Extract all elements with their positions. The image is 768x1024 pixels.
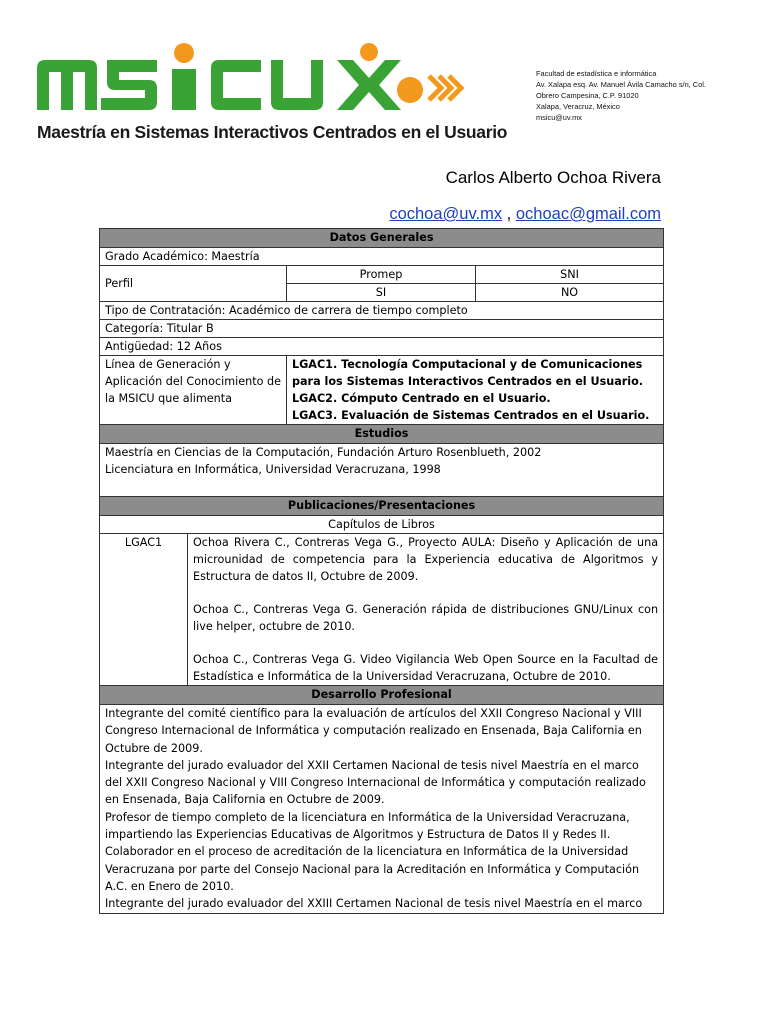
cv-table xyxy=(99,228,664,914)
faculty-address xyxy=(536,68,706,123)
categoria: Categoría: Titular B xyxy=(100,320,664,338)
publicaciones-lgac: LGAC1 xyxy=(100,534,188,686)
grado-academico: Grado Académico: Maestría xyxy=(100,248,664,266)
email-separator: , xyxy=(506,205,512,223)
publicacion-item: Ochoa C., Contreras Vega G. Generación rápida de distribuciones GNU/Linux con live helper, octubre de 2010. xyxy=(193,603,659,633)
antiguedad: Antigüedad: 12 Años xyxy=(100,338,664,356)
publicaciones-list xyxy=(188,534,664,686)
lgac-list xyxy=(287,356,664,425)
desarrollo-item: Integrante del jurado evaluador del XXIII Certamen Nacional de tesis nivel Maestría en el marco xyxy=(105,897,643,911)
publicacion-item: Ochoa C., Contreras Vega G. Video Vigilancia Web Open Source en la Facultad de Estadística e Informática de la Universidad Veracruzana, Octubre de 2010. xyxy=(193,653,659,683)
desarrollo-item: Colaborador en el proceso de acreditación de la licenciatura en Informática de la Universidad Veracruzana por parte del Consejo Nacional para la Acreditación en Informática y Computación A.C. en Enero de 2010. xyxy=(105,845,640,893)
address-line: Xalapa, Veracruz, México xyxy=(536,102,620,111)
email-line xyxy=(389,205,661,224)
lgac-label: Línea de Generación y Aplicación del Conocimiento de la MSICU que alimenta xyxy=(100,356,287,425)
publicacion-item: Ochoa Rivera C., Contreras Vega G., Proyecto AULA: Diseño y Aplicación de una microunidad de competencia para la Experiencia educativa de Algoritmos y Estructura de datos II, Octubre de 2009. xyxy=(193,536,659,583)
sni-value: NO xyxy=(476,284,664,302)
section-header-estudios: Estudios xyxy=(100,425,664,444)
promep-label: Promep xyxy=(287,266,476,284)
estudios-list xyxy=(100,444,664,497)
lgac-item: LGAC2. Cómputo Centrado en el Usuario. xyxy=(292,392,551,405)
lgac-item: LGAC1. Tecnología Computacional y de Comunicaciones para los Sistemas Interactivos Centrados en el Usuario. xyxy=(292,358,644,388)
estudio-item: Licenciatura en Informática, Universidad Veracruzana, 1998 xyxy=(105,463,441,476)
email-link-secondary[interactable]: ochoac@gmail.com xyxy=(515,205,661,223)
address-line: msicu@uv.mx xyxy=(536,113,582,122)
person-name: Carlos Alberto Ochoa Rivera xyxy=(445,168,661,187)
desarrollo-item: Profesor de tiempo completo de la licenciatura en Informática de la Universidad Veracruzana, impartiendo las Experiencias Educativas de Algoritmos y Estructura de Datos II y Redes II. xyxy=(105,810,630,842)
desarrollo-item: Integrante del comité científico para la evaluación de artículos del XXII Congreso Nacional y VIII Congreso Internacional de Informática y computación realizado en Ensenada, Baja California en Octubre de 2009. xyxy=(105,707,642,755)
publicaciones-subtitle: Capítulos de Libros xyxy=(100,516,664,534)
estudio-item: Maestría en Ciencias de la Computación, Fundación Arturo Rosenblueth, 2002 xyxy=(105,446,542,459)
desarrollo-item: Integrante del jurado evaluador del XXII Certamen Nacional de tesis nivel Maestría en el marco del XXII Congreso Nacional y VIII Congreso Internacional de Informática y computación realizado en Ensenada, Baja California en Octubre de 2009. xyxy=(105,758,646,807)
tipo-contratacion: Tipo de Contratación: Académico de carrera de tiempo completo xyxy=(100,302,664,320)
desarrollo-list xyxy=(100,705,664,914)
lgac-item: LGAC3. Evaluación de Sistemas Centrados en el Usuario. xyxy=(292,409,650,422)
address-line: Av. Xalapa esq. Av. Manuel Ávila Camacho s/n, Col. xyxy=(536,80,706,89)
email-link-primary[interactable]: cochoa@uv.mx xyxy=(389,205,503,223)
sni-label: SNI xyxy=(476,266,664,284)
address-line: Obrero Campesina, C.P. 91020 xyxy=(536,91,639,100)
address-line: Facultad de estadística e informática xyxy=(536,69,657,78)
logo-tagline: Maestría en Sistemas Interactivos Centrados en el Usuario xyxy=(37,122,508,142)
section-header-datos-generales: Datos Generales xyxy=(100,229,664,248)
promep-value: SI xyxy=(287,284,476,302)
perfil-label: Perfil xyxy=(100,266,287,302)
section-header-publicaciones: Publicaciones/Presentaciones xyxy=(100,497,664,516)
section-header-desarrollo: Desarrollo Profesional xyxy=(100,686,664,705)
